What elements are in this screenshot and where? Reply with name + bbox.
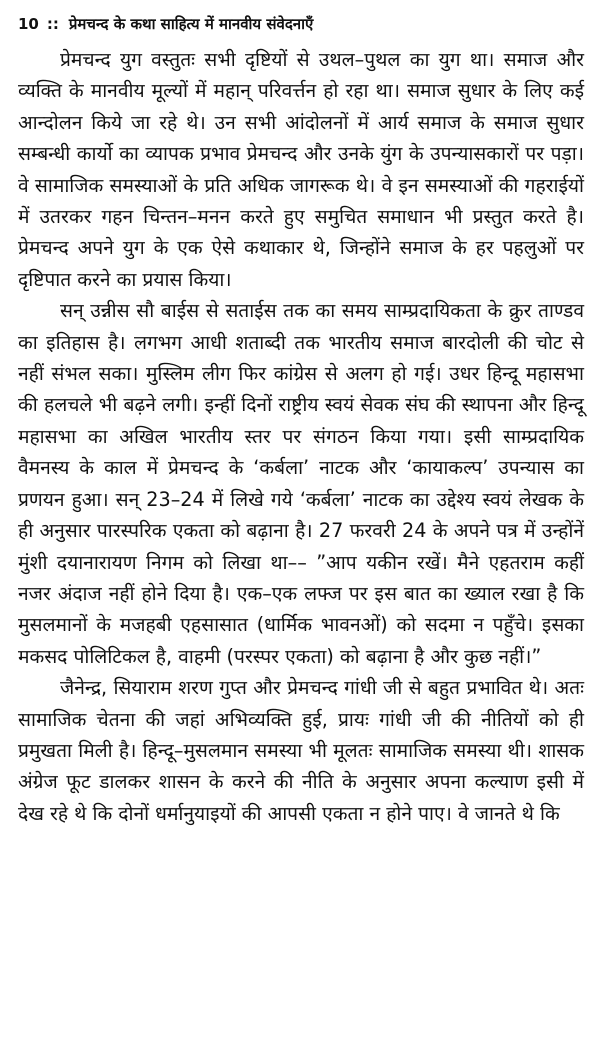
paragraph-gandhi-influence: जैनेन्द्र, सियाराम शरण गुप्त और प्रेमचन्द गांधी जी से बहुत प्रभावित थे। अतः सामाजिक चेतना की जहां अभिव्यक्ति हुई, प्रायः गांधी जी की नीतियों को ही प्रमुखता मिली है। हिन्दू–मुसलमान समस्या भी मूलतः सामाजिक समस्या थी। शासक अंग्रेज फूट डालकर शासन के करने की नीति के अनुसार अपना कल्याण इसी में देख रहे थे कि दोनों धर्मानुयाइयों की आपसी एकता न होने पाए। वे जानते थे कि bbox=[18, 676, 584, 825]
book-page bbox=[18, 14, 584, 829]
paragraph-premchand-era: प्रेमचन्द युग वस्तुतः सभी दृष्टियों से उथल–पुथल का युग था। समाज और व्यक्ति के मानवीय मूल्यों में महान् परिवर्त्तन हो रहा था। समाज सुधार के लिए कई आन्दोलन किये जा रहे थे। उन सभी आंदोलनों में आर्य समाज के समाज सुधार सम्बन्धी कार्यो का व्यापक प्रभाव प्रेमचन्द और उनके युंग के उपन्यासकारों पर पड़ा। वे सामाजिक समस्याओं के प्रति अधिक जागरूक थे। वे इन समस्याओं की गहराईयों में उतरकर गहन चिन्तन–मनन करते हुए समुचित समाधान भी प्रस्तुत करते है। प्रेमचन्द अपने युग के एक ऐसे कथाकार थे, जिन्होंने समाज के हर पहलुओं पर दृष्टिपात करने का प्रयास किया। bbox=[18, 48, 584, 291]
body-text bbox=[18, 44, 584, 829]
page-header bbox=[18, 14, 584, 38]
paragraph-communalism: सन् उन्नीस सौ बाईस से सताईस तक का समय साम्प्रदायिकता के क्रुर ताण्डव का इतिहास है। लगभग आधी शताब्दी तक भारतीय समाज बारदोली की चोट से नहीं संभल सका। मुस्लिम लीग फिर कांग्रेस से अलग हो गई। उधर हिन्दू महासभा की हलचले भी बढ़ने लगी। इन्हीं दिनों राष्ट्रीय स्वयं सेवक संघ की स्थापना और हिन्दू महासभा का अखिल भारतीय स्तर पर संगठन किया गया। इसी साम्प्रदायिक वैमनस्य के काल में प्रेमचन्द के ‘कर्बला’ नाटक और ‘कायाकल्प’ उपन्यास का प्रणयन हुआ। सन् 23–24 में लिखे गये ‘कर्बला’ नाटक का उद्देश्य स्वयं लेखक के ही अनुसार पारस्परिक एकता को बढ़ाना है। 27 फरवरी 24 के अपने पत्र में उन्होंनें मुंशी दयानारायण निगम को लिखा था–– ”आप यकीन रखें। मैने एहतराम कहीं नजर अंदाज नहीं होने दिया है। एक–एक लफ्ज पर इस बात का ख्याल रखा है कि मुसलमानों के मजहबी एहसासात (धार्मिक भावनओं) को सदमा न पहुँचे। इसका मकसद पोलिटिकल है, वाहमी (परस्पर एकता) को बढ़ाना है और कुछ नहीं।” bbox=[18, 299, 584, 668]
running-title: प्रेमचन्द के कथा साहित्य में मानवीय संवेदनाएँ bbox=[68, 15, 314, 33]
page-number: 10 bbox=[18, 15, 39, 33]
header-separator: :: bbox=[46, 15, 59, 33]
